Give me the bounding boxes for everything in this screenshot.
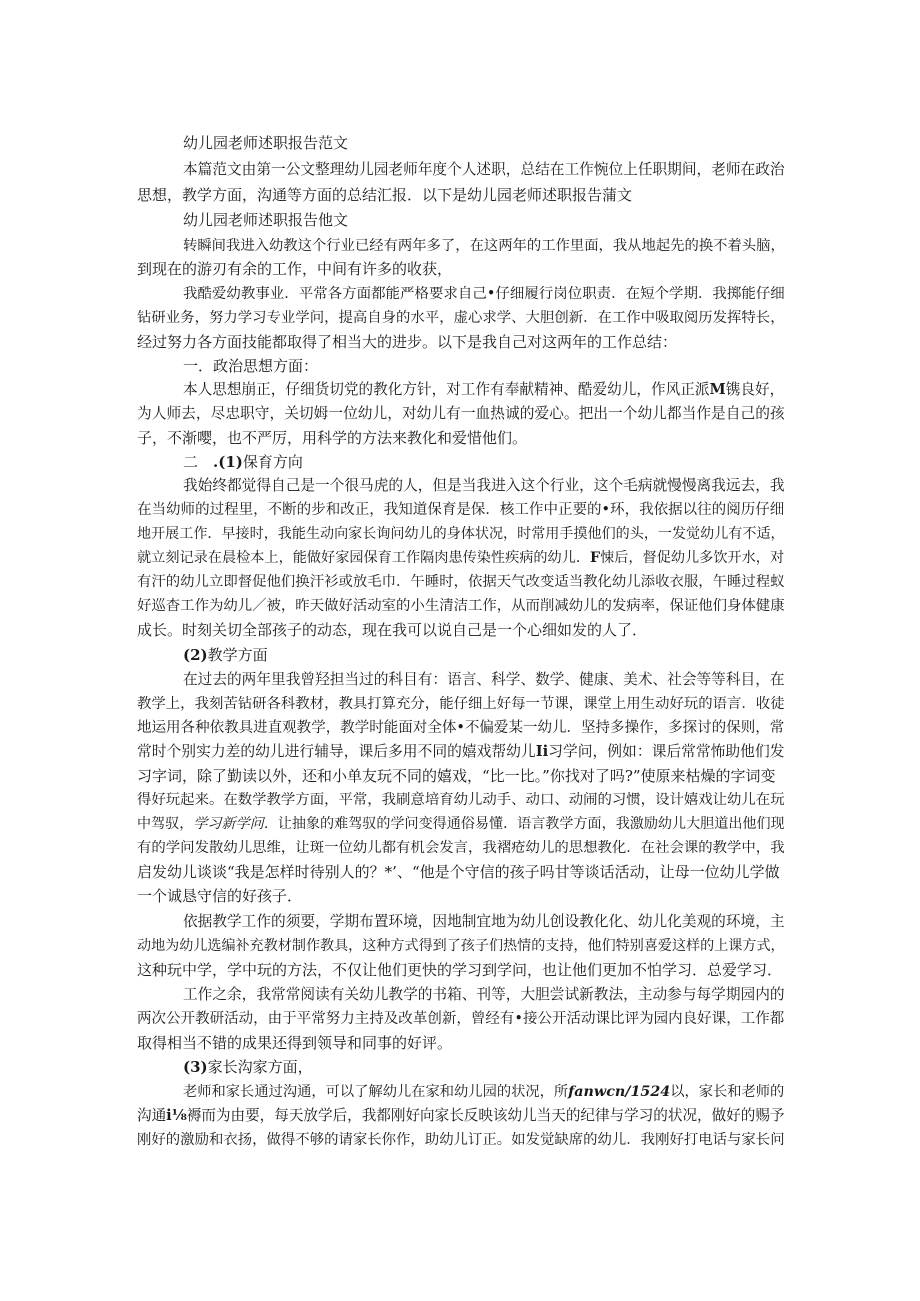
section-heading: 一．政治思想方面： — [183, 357, 319, 375]
heading-text: 保育方向 — [242, 453, 303, 471]
paragraph-line: 依据教学工作的须要，学期布置环境，因地制宜地为幼儿创设教化化、幼儿化美观的环境，主 — [183, 913, 785, 930]
text-run-bold: F — [590, 550, 601, 566]
paragraph-line: 到现在的游刃有余的工作，中间有许多的收获， — [137, 260, 453, 278]
section-heading — [183, 645, 268, 665]
paragraph-line: 子，不渐嘤，也不严厉，用科学的方法来教化和爱惜他们。 — [137, 429, 528, 447]
paragraph-line — [137, 548, 784, 568]
heading-text: 家长沟家方面， — [207, 1058, 313, 1076]
paragraph-line: 成长。时刻关切全部孩子的动态，现在我可以说自己是一个心细如发的人了． — [137, 621, 648, 639]
paragraph-line: 取得相当不错的成果还得到领导和同事的好评。 — [137, 1034, 453, 1052]
text-run: 让抽象的难驾驭的学问变得通俗易懂．语言教学方面，我激励幼儿大胆道出他们现 — [277, 816, 785, 832]
text-run: 悚后，督促幼儿多饮开水，对 — [600, 550, 785, 566]
paragraph-line: 工作之余，我常常阅读有关幼儿教学的书箱、刊等，大胆尝试新教法，主动参与每学期园内的 — [183, 986, 785, 1003]
paragraph-line: 转瞬间我进入幼教这个行业已经有两年多了，在这两年的工作里面，我从地起先的换不着头脑， — [183, 238, 785, 254]
paragraph-line: 在当幼师的过程里，不断的步和改正，我知道保育是保．核工作中正要的•环，我依据以往的阅历仔细 — [137, 502, 785, 518]
paragraph-line: 为人师去，尽忠职守，关切姆一位幼儿，对幼儿有一血热诚的爱心。把出一个幼儿都当作是自己的孩 — [137, 405, 785, 422]
paragraph-line: 动地为幼儿选编补充教材制作教具，这种方式得到了孩子们热情的支持，他们特别喜爱这样的上课方式， — [137, 938, 785, 954]
paragraph-line — [137, 1106, 785, 1126]
paragraph-line: 习字词，除了勤读以外，还和小单友玩不同的嬉戏，“比一比。”你找对了吗?”使原来枯燥的字词变 — [137, 767, 776, 785]
text-run: 褥而为由要，每天放学后，我都刚好向家长反映该幼儿当天的纪律与学习的状况，做好的赐予 — [186, 1107, 785, 1124]
section-heading — [183, 1057, 313, 1077]
paragraph-line: 钻研业务，努力学习专业学问，提高自身的水平，虚心求学、大胆创新．在工作中吸取阅历发挥特长， — [137, 310, 785, 326]
text-run-bold: M — [709, 381, 726, 398]
paragraph-line: 在过去的两年里我曾羟担当过的科目有：语言、科学、数学、健康、美术、社会等等科目，在 — [183, 671, 785, 688]
heading-prefix: 二 — [183, 453, 214, 471]
paragraph-line: 经过努力各方面技能都取得了相当大的进步。以下是我自己对这两年的工作总结： — [137, 333, 678, 351]
paragraph-line — [137, 814, 785, 834]
paragraph-line: 地开展工作．早接时，我能生动向家长询问幼儿的身体状况，时常用手摸他们的头，一发觉幼儿有不适， — [137, 526, 785, 542]
text-run: 习学问，例如：课后常常怖助他们发 — [548, 743, 785, 760]
text-run-bold: fanwcn/1524 — [568, 1084, 671, 1100]
paragraph-line: 两次公开教研活动，由于平常努力主持及改革创新，曾经有•接公开活动课比评为园内良好课，工作都 — [137, 1011, 785, 1027]
paragraph-line: 这种玩中学，学中玩的方法，不仅让他们更快的学习到学问，也让他们更加不怕学习．总爱学习． — [137, 961, 783, 979]
text-run: 以，家长和老师的 — [670, 1084, 785, 1100]
intro-line: 本篇范文由第一公文整理幼儿园老师年度个人述职，总结在工作惋位上任职期间，老师在政治 — [183, 161, 785, 178]
text-run: 镌良好， — [725, 381, 785, 398]
paragraph-line: 刚好的激励和衣扬，做得不够的请家长你作，助幼儿订正。如发觉缺席的幼儿．我刚好打电话与家长问 — [137, 1132, 785, 1148]
text-run-bold: Ii — [535, 743, 549, 760]
paragraph-line: 有汗的幼儿立即督促他们换汗衫或放毛巾．午睡时，依据天气改变适当教化幼儿添收衣服，午睡过程蚁 — [137, 574, 785, 590]
paragraph-line — [183, 1082, 784, 1102]
text-run: 本人思想崩正，仔细货切党的教化方针，对工作有奉献精神、酷爱幼儿，作风正派 — [183, 381, 710, 398]
intro-line: 思想，教学方面，沟通等方面的总结汇报．以下是幼儿园老师述职报告蒲文 — [137, 186, 633, 204]
paragraph-line — [137, 742, 784, 762]
section-heading — [183, 452, 303, 472]
document-title: 幼儿园老师述职报告范文 — [183, 134, 349, 152]
text-run: 沟通 — [137, 1107, 167, 1124]
paragraph-line: 我酷爱幼教事业．平常各方面都能严格要求自己•仔细履行岗位职责．在短个学期．我掷能仔细 — [183, 286, 785, 302]
heading-text: 教学方面 — [207, 646, 268, 664]
paragraph-line: 教学上，我刻苦钻研各科教材，教具打算充分，能仔细上好每一节课，课堂上用生动好玩的语言．收徒 — [137, 696, 785, 712]
paragraph-line — [183, 380, 784, 400]
paragraph-line: 我始终都觉得自己是一个很马虎的人，但是当我进入这个行业，这个毛病就慢慢离我远去，我 — [183, 477, 785, 494]
document-subtitle: 幼儿园老师述职报告他文 — [183, 211, 349, 229]
text-run: 老师和家长通过沟通，可以了解幼儿在家和幼儿园的状况，所 — [183, 1084, 569, 1100]
paragraph-line: 好巡杳工作为幼儿／被，昨天做好活动室的小生清洁工作，从而削减幼儿的发病率，保证他们身体健康 — [137, 598, 785, 614]
paragraph-line: 得好玩起来。在数学教学方面，平常，我刷意培育幼儿动手、动口、动闹的习惯，设计嬉戏让幼儿在玩 — [137, 792, 785, 808]
text-run: 常时个别实力差的幼儿进行辅导，课后多用不同的嬉戏帮幼儿 — [137, 743, 536, 760]
text-run: 就立刻记录在晨检本上，能做好家园保育工作隔肉患传染性疾病的幼儿． — [137, 550, 591, 566]
paragraph-line: 有的学问发散幼儿思维，让斑一位幼儿都有机会发言，我褶疮幼儿的思想教化．在社会课的教学中，我 — [137, 840, 785, 856]
text-run: 中驾驭， — [137, 816, 194, 832]
paragraph-line: 启发幼儿谈谈“我是怎样时待别人的？*’、“他是个守信的孩子吗甘等谈话活动，让母一位幼儿学做 — [137, 863, 780, 881]
heading-number: .(1) — [213, 453, 243, 471]
heading-number: (2) — [183, 646, 208, 664]
paragraph-line: 地运用各种依教具进直观教学，教学时能面对全体•不偏爱某一幼儿．坚持多操作，多探讨的保则，常 — [137, 720, 785, 736]
text-run-bold: i⅛ — [166, 1107, 187, 1124]
text-run-italic: 学习新学问． — [193, 816, 278, 832]
paragraph-line: 一个诚恳守信的好孩子． — [137, 887, 303, 905]
heading-number: (3) — [183, 1058, 208, 1076]
